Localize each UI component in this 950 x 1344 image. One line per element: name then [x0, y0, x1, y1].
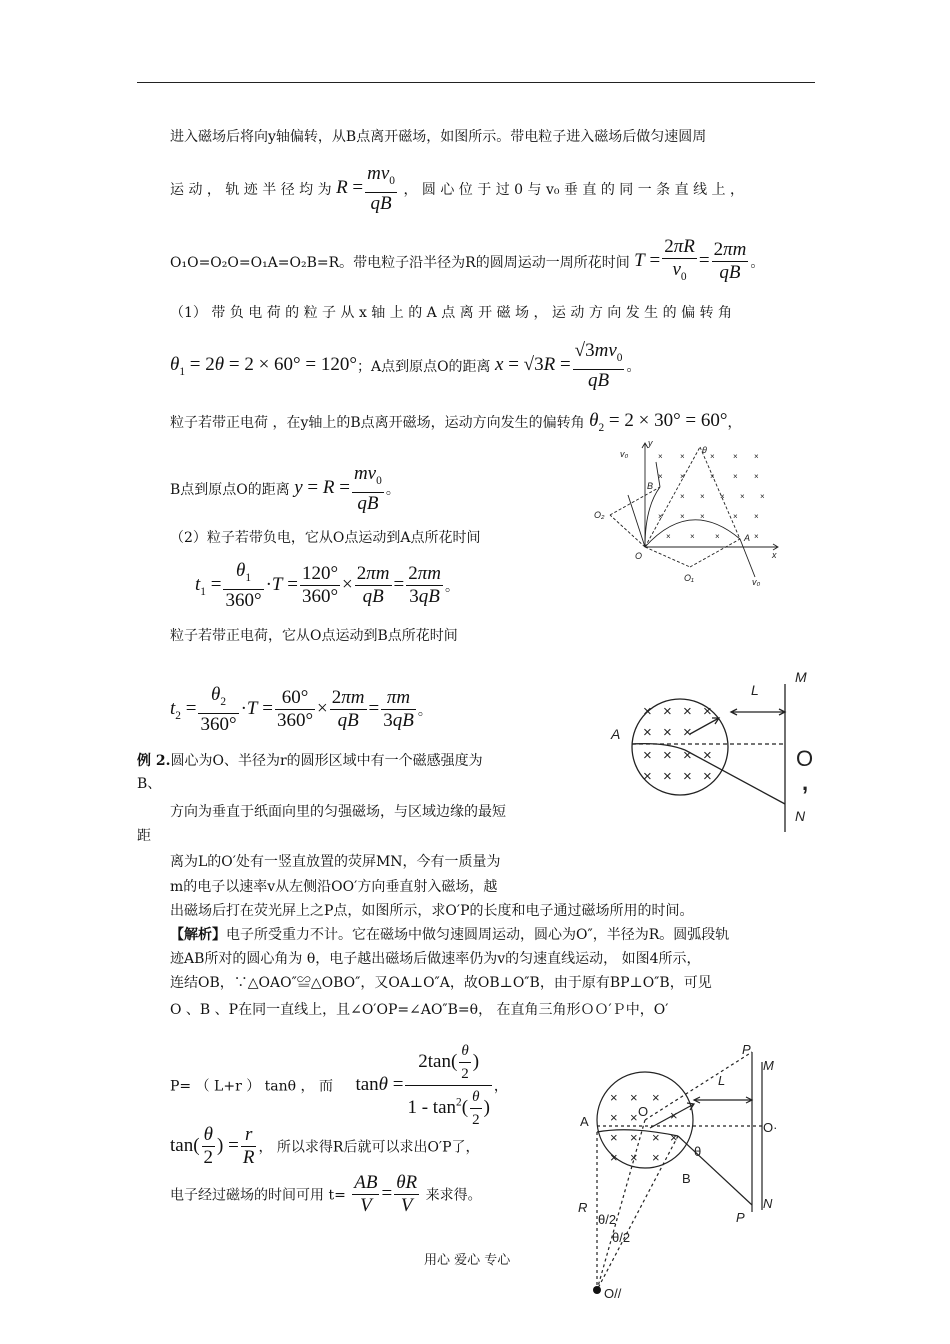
svg-text:,: ,	[802, 770, 809, 795]
svg-text:×: ×	[754, 472, 759, 481]
svg-text:P: P	[736, 1210, 745, 1225]
svg-text:B: B	[647, 481, 654, 491]
example-line-2: 方向为垂直于纸面向里的匀强磁场，与区域边缘的最短	[170, 804, 506, 820]
solution-line-1: 【解析】电子所受重力不计。它在磁场中做匀速圆周运动，圆心为O″，半径为R。圆弧段轨	[170, 927, 730, 943]
footer-text: 用心 爱心 专心	[424, 1253, 511, 1268]
svg-text:×: ×	[703, 768, 712, 785]
svg-text:×: ×	[710, 452, 715, 461]
svg-text:×: ×	[630, 1090, 638, 1105]
para-5: $\theta_1 = 2\theta = 2 \times 60^\circ = 120^\circ$；A点到原点O的距离 x = √3R = $\frac{√3mv_0}{qB}$ 。	[170, 340, 641, 391]
formula-x: x = √3R = $\frac{√3mv_0}{qB}$	[495, 340, 623, 391]
svg-text:M: M	[795, 669, 807, 685]
svg-text:×: ×	[715, 532, 720, 541]
svg-text:×: ×	[700, 492, 705, 501]
solution-line-2: 迹AB所对的圆心角为 θ，电子越出磁场后做速率仍为v的匀速直线运动， 如图4所示，	[170, 951, 701, 967]
para-6: 粒子若带正电荷 ，在y轴上的B点离开磁场，运动方向发生的偏转角 $\theta_2 = 2 \times 30^\circ = 60^\circ$，	[170, 410, 742, 434]
svg-text:×: ×	[658, 472, 663, 481]
svg-text:L: L	[751, 682, 759, 698]
para-1: 进入磁场后将向y轴偏转，从B点离开磁场，如图所示。带电粒子进入磁场后做匀速圆周	[170, 129, 707, 145]
svg-text:×: ×	[610, 1090, 618, 1105]
svg-text:×: ×	[690, 532, 695, 541]
svg-text:×: ×	[643, 768, 652, 785]
svg-text:×: ×	[754, 532, 759, 541]
svg-text:×: ×	[703, 747, 712, 764]
header-rule	[137, 82, 815, 83]
svg-text:O//: O//	[604, 1286, 622, 1300]
svg-text:×: ×	[733, 472, 738, 481]
svg-text:O: O	[638, 1104, 649, 1119]
svg-text:L: L	[718, 1073, 726, 1088]
svg-text:×: ×	[663, 724, 672, 741]
figure-example2-setup	[605, 664, 825, 834]
svg-text:×: ×	[630, 1110, 638, 1125]
center-point-dot	[593, 1286, 601, 1294]
formula-t2: $t_2$ = $\frac{\theta_2}{360^\circ}$ ·T = $\frac{60^\circ}{360^\circ}$ × $\frac{2\pi m}{qB}$ = $\frac{\pi m}{3qB}$ 。	[170, 684, 432, 735]
example-line-3: 离为L的O′处有一竖直放置的荧屏MN，今有一质量为	[170, 854, 501, 870]
svg-text:×: ×	[683, 724, 692, 741]
svg-text:×: ×	[760, 492, 765, 501]
svg-text:O: O	[796, 746, 814, 771]
formula-tan-theta: tanθ = 2tan( $\frac{\theta}{2}$ ) $1 - \tan^2$( $\frac{\theta}{2}$ )	[355, 1074, 493, 1095]
para-7: B点到原点O的距离 y = R = $\frac{mv_0}{qB}$ 。	[170, 463, 400, 514]
svg-text:O·: O·	[763, 1120, 778, 1135]
svg-text:×: ×	[683, 747, 692, 764]
svg-text:×: ×	[703, 703, 712, 720]
svg-text:×: ×	[610, 1130, 618, 1145]
svg-text:×: ×	[680, 512, 685, 521]
svg-text:×: ×	[652, 1090, 660, 1105]
svg-text:×: ×	[720, 492, 725, 501]
formula-T: T = $\frac{2\pi R}{v_0}$ = $\frac{2\pi m}{qB}$	[634, 236, 747, 284]
formula-theta1: $\theta_1 = 2\theta = 2 \times 60^\circ = 120^\circ$	[170, 354, 357, 378]
solution-line-4: O 、B 、P在同一直线上，且∠O′OP=∠AO″B=θ， 在直角三角形ＯＯ′Ｐ中，O′	[170, 1002, 669, 1018]
svg-text:×: ×	[740, 492, 745, 501]
svg-text:A: A	[611, 726, 621, 742]
solution-line-6: tan( $\frac{\theta}{2}$ ) = $\frac{r}{R}$ ， 所以求得R后就可以求出O′P了，	[170, 1124, 480, 1168]
svg-text:×: ×	[630, 1150, 638, 1165]
svg-text:×: ×	[643, 703, 652, 720]
formula-time: $\frac{AB}{V}$ = $\frac{\theta R}{V}$	[354, 1172, 418, 1216]
svg-text:×: ×	[710, 472, 715, 481]
solution-line-5: P= （ L+r ） tanθ ， 而 tanθ = 2tan( $\frac{\theta}{2}$ ) $1 - \tan^2$( $\frac{\theta}{2}$ ) ，	[170, 1040, 508, 1131]
svg-text:v₀: v₀	[752, 577, 761, 587]
svg-text:×: ×	[670, 1108, 678, 1123]
example-line-1: 例 2.圆心为O、半径为r的圆形区域中有一个磁感强度为	[137, 753, 483, 769]
svg-text:R: R	[578, 1200, 588, 1215]
svg-text:θ: θ	[702, 445, 707, 455]
svg-text:×: ×	[680, 492, 685, 501]
svg-text:×: ×	[610, 1110, 618, 1125]
svg-text:×: ×	[663, 768, 672, 785]
svg-text:×: ×	[652, 1150, 660, 1165]
svg-text:×: ×	[652, 1130, 660, 1145]
field-crosses-3	[610, 1090, 678, 1165]
para-4: （1） 带 负 电 荷 的 粒 子 从 x 轴 上 的 A 点 离 开 磁 场 ， 运 动 方 向 发 生 的 偏 转 角	[170, 305, 732, 321]
svg-text:θ/2: θ/2	[598, 1212, 617, 1227]
svg-text:M: M	[763, 1058, 774, 1073]
svg-text:A: A	[744, 533, 751, 543]
svg-text:O₂: O₂	[594, 510, 605, 520]
formula-t1: $t_1$ = $\frac{\theta_1}{360^\circ}$ ·T = $\frac{120^\circ}{360^\circ}$ × $\frac{2\pi m}{qB}$ = $\frac{2\pi m}{3qB}$ 。	[195, 560, 459, 611]
svg-text:×: ×	[610, 1150, 618, 1165]
svg-text:A: A	[580, 1114, 589, 1129]
svg-text:y: y	[648, 438, 653, 448]
solution-line-3: 连结OB，∵△OAO″≌△OBO″，又OA⊥O″A，故OB⊥O″B，由于原有BP⊥O″B，可见	[170, 975, 712, 991]
svg-text:×: ×	[658, 452, 663, 461]
svg-text:×: ×	[666, 532, 671, 541]
example-line-5: 出磁场后打在荧光屏上之P点，如图所示，求O′P的长度和电子通过磁场所用的时间。	[170, 903, 694, 919]
svg-text:θ: θ	[694, 1144, 702, 1159]
svg-text:N: N	[763, 1196, 773, 1211]
figure-particle-trajectory	[590, 437, 790, 589]
formula-tan-half: tan( $\frac{\theta}{2}$ ) = $\frac{r}{R}$	[170, 1124, 255, 1168]
svg-text:P: P	[742, 1042, 751, 1057]
formula-R: R = $\frac{mv_0}{qB}$	[336, 163, 395, 214]
formula-theta2: $\theta_2 = 2 \times 30^\circ = 60^\circ$	[589, 410, 728, 434]
svg-text:×: ×	[663, 747, 672, 764]
para-8: （2）粒子若带负电，它从O点运动到A点所花时间	[170, 530, 481, 546]
solution-line-7: 电子经过磁场的时间可用 t= $\frac{AB}{V}$ = $\frac{\theta R}{V}$ 来求得。	[170, 1172, 482, 1216]
svg-text:O: O	[635, 551, 643, 561]
para-2: 运 动 ， 轨 迹 半 径 均 为 R = $\frac{mv_0}{qB}$ ， 圆 心 位 于 过 0 与 v₀ 垂 直 的 同 一 条 直 线 上 ，	[170, 163, 744, 214]
svg-text:x: x	[772, 550, 777, 560]
svg-text:×: ×	[658, 512, 663, 521]
svg-text:×: ×	[754, 452, 759, 461]
svg-text:N: N	[795, 808, 806, 824]
para-3: O₁O=O₂O=O₁A=O₂B=R。带电粒子沿半径为R的圆周运动一周所花时间 T = $\frac{2\pi R}{v_0}$ = $\frac{2\pi m}{qB}$ 。	[170, 236, 765, 284]
example-line-1b: B、	[137, 776, 162, 792]
svg-text:×: ×	[643, 747, 652, 764]
example-line-4: m的电子以速率v从左侧沿OO′方向垂直射入磁场，越	[170, 879, 498, 895]
figure-example2-solution	[570, 1040, 790, 1300]
field-crosses-1	[658, 452, 765, 541]
svg-text:θ/2: θ/2	[612, 1230, 631, 1245]
svg-text:B: B	[682, 1171, 691, 1186]
svg-text:×: ×	[700, 512, 705, 521]
svg-text:×: ×	[643, 724, 652, 741]
svg-text:×: ×	[680, 452, 685, 461]
example-line-2b: 距	[137, 828, 151, 844]
para-10: 粒子若带正电荷，它从O点运动到B点所花时间	[170, 628, 458, 644]
svg-text:×: ×	[683, 703, 692, 720]
svg-text:×: ×	[670, 1130, 678, 1145]
svg-text:×: ×	[733, 452, 738, 461]
svg-text:×: ×	[733, 512, 738, 521]
svg-text:v₀: v₀	[620, 449, 629, 459]
svg-text:×: ×	[754, 512, 759, 521]
svg-text:×: ×	[630, 1130, 638, 1145]
svg-text:×: ×	[663, 703, 672, 720]
svg-text:×: ×	[683, 768, 692, 785]
formula-y: y = R = $\frac{mv_0}{qB}$	[294, 463, 382, 514]
svg-text:O₁: O₁	[684, 573, 694, 583]
svg-text:×: ×	[680, 472, 685, 481]
